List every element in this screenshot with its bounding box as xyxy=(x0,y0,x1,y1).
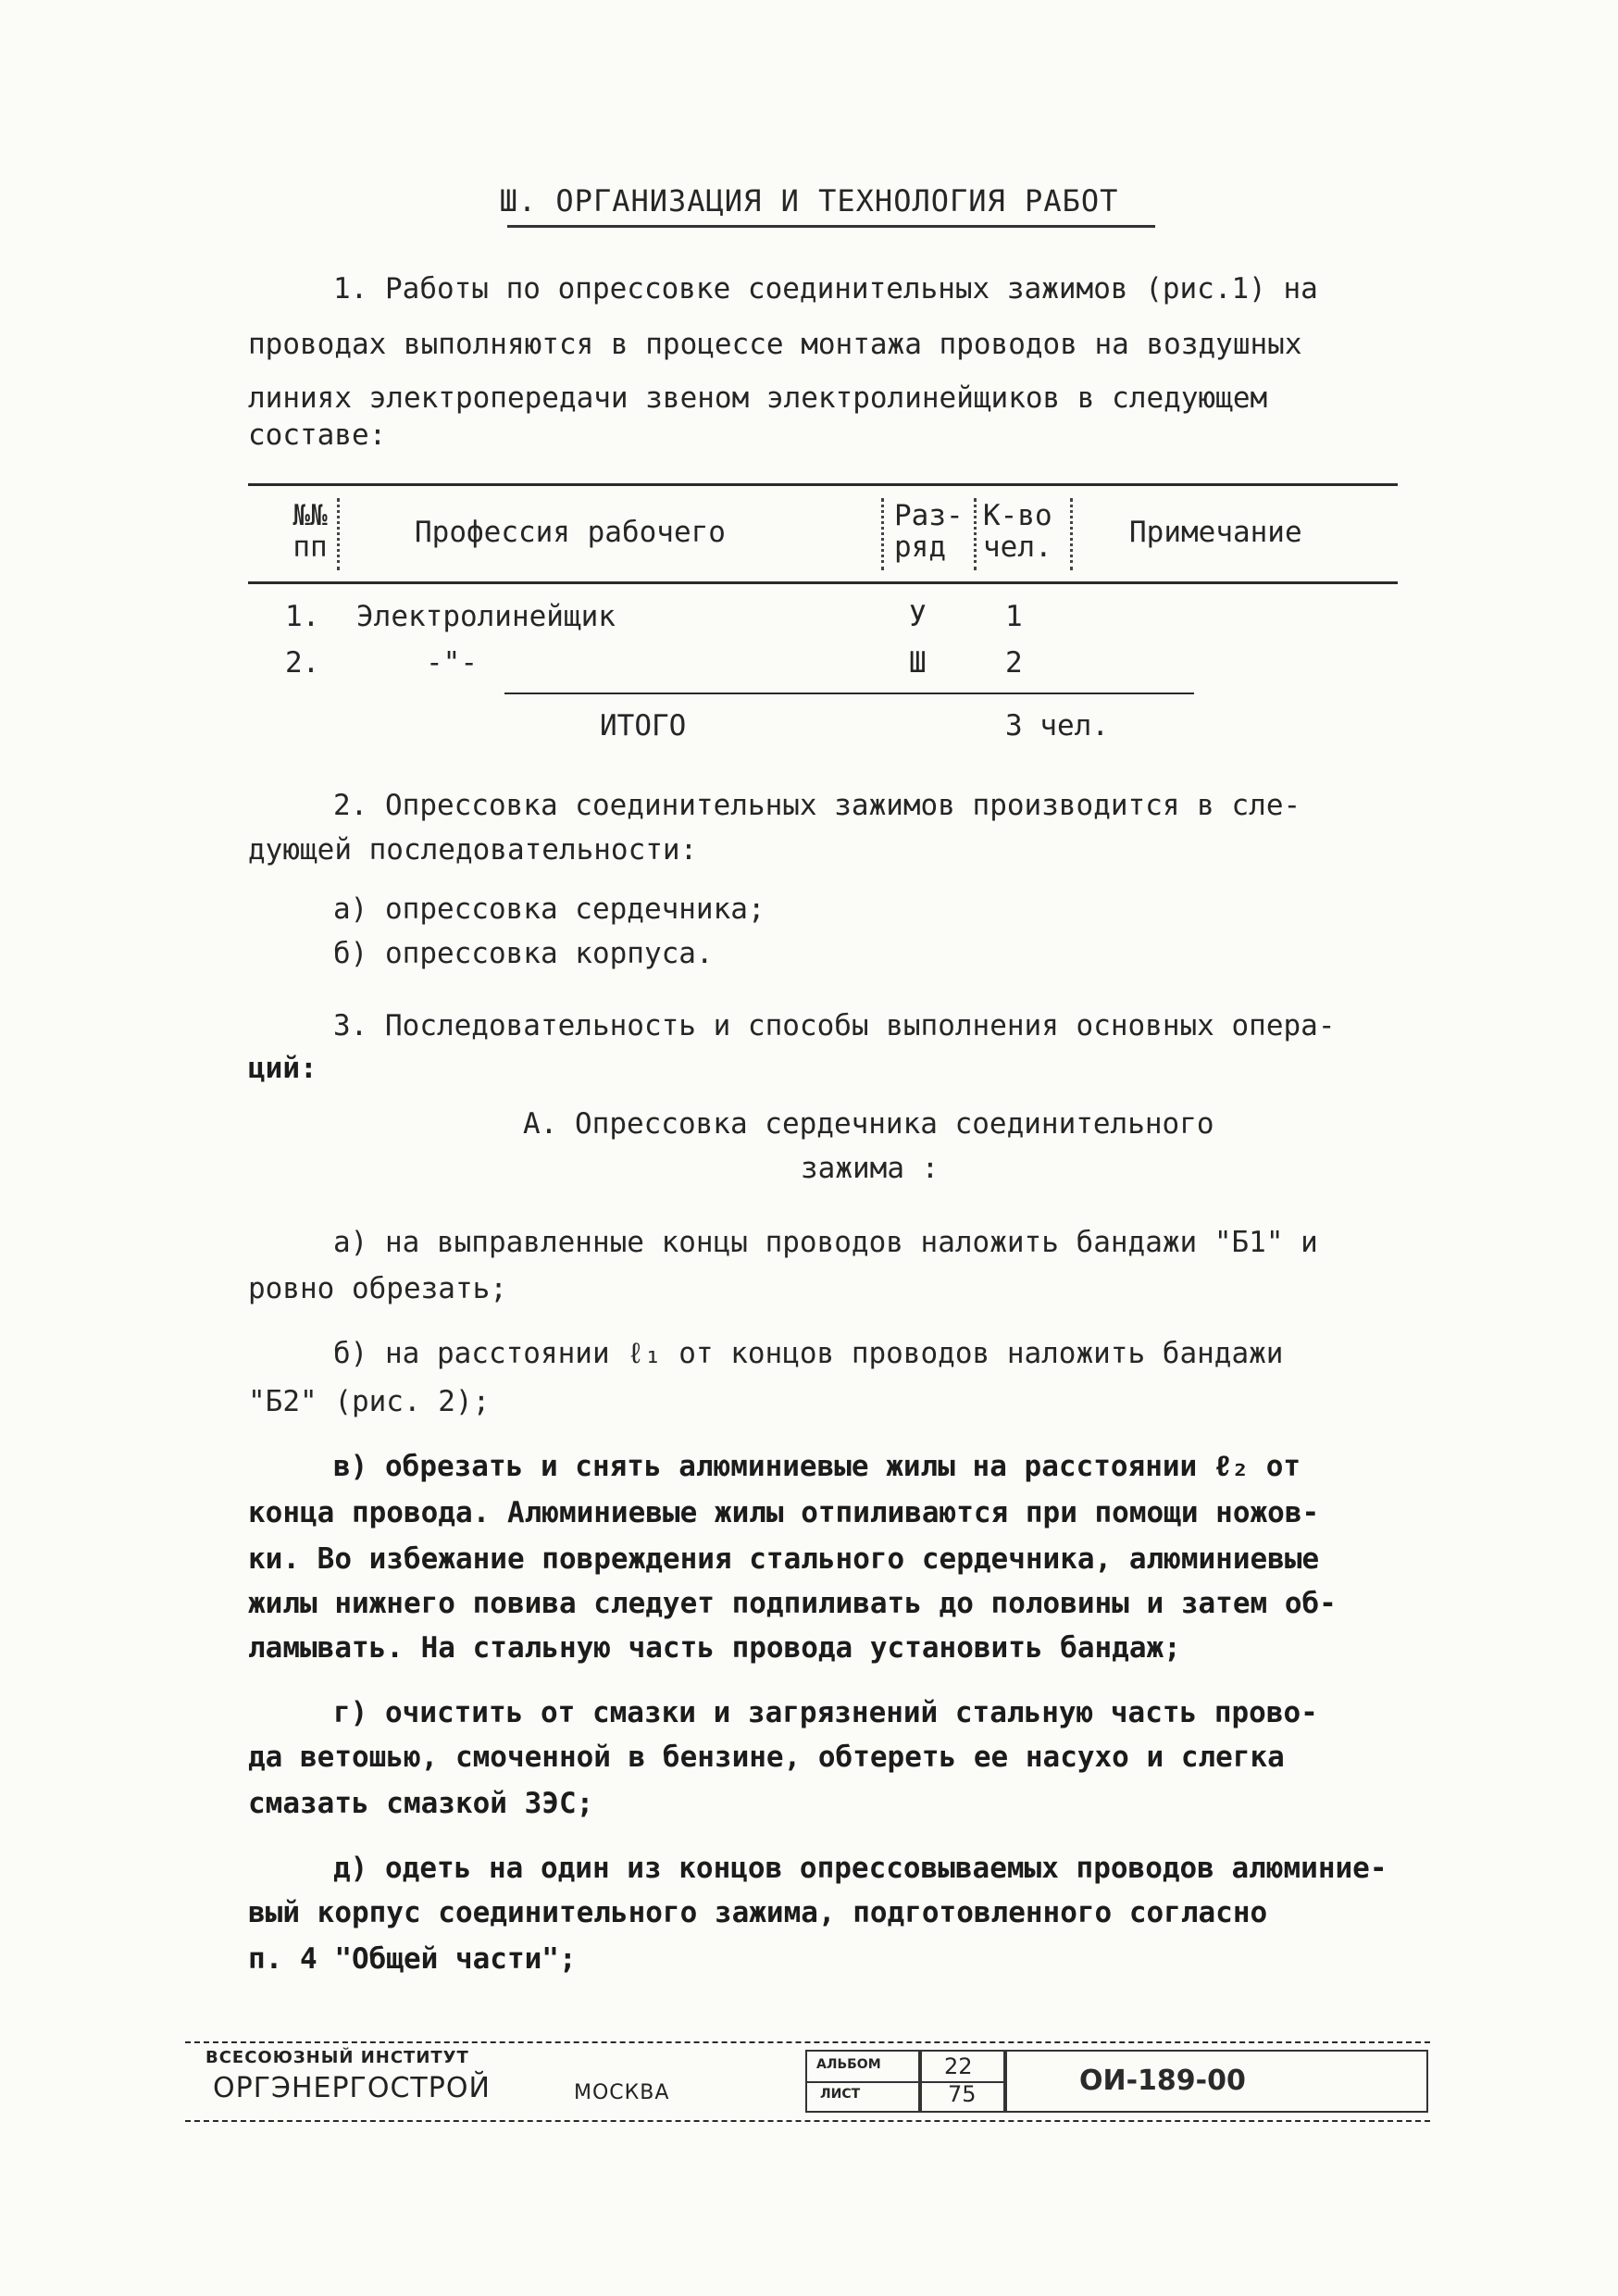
step-d-line-3: п. 4 "Общей части"; xyxy=(248,1942,577,1976)
section3-line-2: ций: xyxy=(248,1052,317,1085)
table-top-rule xyxy=(248,483,1398,486)
row-2-num: 2. xyxy=(285,646,320,680)
section3-subtitle-1: А. Опрессовка сердечника соединительного xyxy=(523,1107,1214,1141)
step-b-line-1: б) на расстоянии ℓ₁ от концов проводов наложить бандажи xyxy=(333,1337,1284,1370)
intro-line-1: 1. Работы по опрессовке соединительных зажимов (рис.1) на xyxy=(333,272,1318,306)
intro-line-3: линиях электропередачи звеном электролинейщиков в следующем xyxy=(248,381,1268,415)
header-num: №№ пп xyxy=(292,499,328,564)
section2-item-b: б) опрессовка корпуса. xyxy=(333,937,714,970)
header-count: К-во чел. xyxy=(983,499,1052,564)
step-v-line-5: ламывать. На стальную часть провода установить бандаж; xyxy=(248,1631,1181,1665)
album-sheet-stamp xyxy=(805,2050,922,2113)
table-total-rule xyxy=(504,693,1194,694)
total-label: ИТОГО xyxy=(600,709,687,742)
city: МОСКВА xyxy=(574,2081,670,2104)
step-g-line-2: да ветошью, смоченной в бензине, обтереть ее насухо и слегка xyxy=(248,1741,1285,1774)
sheet-number-bottom: 75 xyxy=(948,2081,977,2107)
stamp-album-label: АЛЬБОМ xyxy=(816,2057,881,2072)
header-grade: Раз- ряд xyxy=(894,499,964,564)
doc-code-box xyxy=(1003,2050,1428,2113)
section3-line-1: 3. Последовательность и способы выполнения основных опера- xyxy=(333,1009,1336,1042)
table-header-rule xyxy=(248,581,1398,584)
step-a-line-1: а) на выправленные концы проводов наложить бандажи "Б1" и xyxy=(333,1226,1318,1259)
section2-item-a: а) опрессовка сердечника; xyxy=(333,892,765,926)
row-1-num: 1. xyxy=(285,600,320,633)
step-d-line-1: д) одеть на один из концов опрессовываемых проводов алюминие- xyxy=(333,1852,1388,1885)
header-sep-2 xyxy=(881,498,884,570)
institute-name: ОРГЭНЕРГОСТРОЙ xyxy=(213,2072,491,2104)
step-a-line-2: ровно обрезать; xyxy=(248,1272,507,1305)
intro-line-2: проводах выполняются в процессе монтажа проводов на воздушных xyxy=(248,328,1302,361)
page-title: Ш. ОРГАНИЗАЦИЯ И ТЕХНОЛОГИЯ РАБОТ xyxy=(499,183,1119,218)
step-d-line-2: вый корпус соединительного зажима, подготовленного согласно xyxy=(248,1896,1268,1929)
sheet-number-box xyxy=(918,2050,1007,2113)
title-block-top-rule xyxy=(185,2041,1430,2043)
row-1-grade: У xyxy=(909,600,927,633)
section3-subtitle-2: зажима : xyxy=(801,1152,940,1185)
section2-line-1: 2. Опрессовка соединительных зажимов производится в сле- xyxy=(333,789,1301,822)
header-sep-4 xyxy=(1070,498,1073,570)
doc-code: ОИ-189-00 xyxy=(1079,2065,1246,2097)
sheet-number-top: 22 xyxy=(944,2053,973,2079)
intro-line-4: составе: xyxy=(248,418,387,452)
row-1-count: 1 xyxy=(1005,600,1023,633)
title-underline xyxy=(507,225,1155,228)
title-block-bottom-rule xyxy=(185,2120,1430,2122)
step-v-line-1: в) обрезать и снять алюминиевые жилы на расстоянии ℓ₂ от xyxy=(333,1450,1301,1483)
step-v-line-3: ки. Во избежание повреждения стального сердечника, алюминиевые xyxy=(248,1542,1320,1576)
step-v-line-4: жилы нижнего повива следует подпиливать до половины и затем об- xyxy=(248,1587,1337,1620)
row-1-profession: Электролинейщик xyxy=(356,600,616,633)
total-value: 3 чел. xyxy=(1005,709,1109,742)
row-2-profession: -"- xyxy=(426,646,478,680)
header-sep-3 xyxy=(974,498,977,570)
header-sep-1 xyxy=(337,498,340,570)
step-g-line-3: смазать смазкой ЗЭС; xyxy=(248,1787,594,1820)
stamp-sheet-label: ЛИСТ xyxy=(820,2087,861,2102)
header-profession: Профессия рабочего xyxy=(415,516,726,549)
row-2-grade: Ш xyxy=(909,646,927,680)
header-note: Примечание xyxy=(1129,516,1302,549)
step-g-line-1: г) очистить от смазки и загрязнений стальную часть прово- xyxy=(333,1696,1318,1729)
step-b-line-2: "Б2" (рис. 2); xyxy=(248,1385,491,1418)
institute-line-1: ВСЕСОЮЗНЫЙ ИНСТИТУТ xyxy=(205,2048,469,2067)
step-v-line-2: конца провода. Алюминиевые жилы отпиливаются при помощи ножов- xyxy=(248,1496,1320,1529)
section2-line-2: дующей последовательности: xyxy=(248,833,698,867)
row-2-count: 2 xyxy=(1005,646,1023,680)
